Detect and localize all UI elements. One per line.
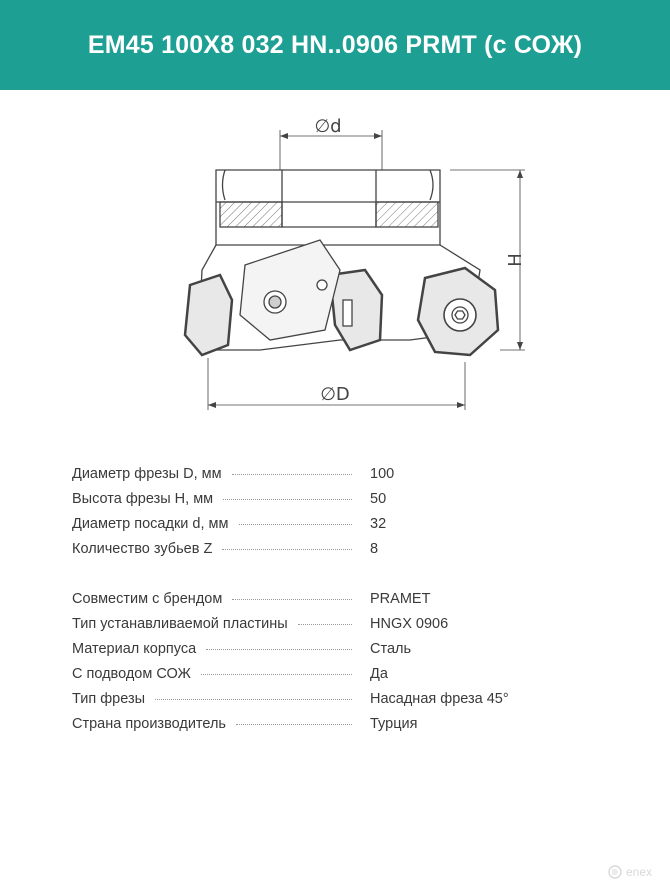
spec-label: Высота фрезы H, мм [72,491,214,507]
spec-label: Совместим с брендом [72,591,223,607]
cutter-drawing [150,100,550,430]
spec-row [72,641,592,666]
spec-value: 100 [370,466,395,482]
spec-value: PRAMET [370,591,431,607]
spec-value: HNGX 0906 [370,616,449,632]
spec-row [72,491,592,516]
spec-value: Турция [370,716,418,732]
spec-row [72,591,592,616]
specs-main [72,466,592,566]
dim-D-label: ∅D [320,384,350,405]
watermark-text: enex [625,865,652,879]
spec-label: Тип устанавливаемой пластины [72,616,288,632]
spec-row [72,516,592,541]
specs-extra [72,591,592,741]
spec-value: Насадная фреза 45° [370,691,509,707]
enex-logo-icon [608,865,622,879]
spec-label: Диаметр посадки d, мм [72,516,229,532]
spec-value: 32 [370,516,387,532]
watermark [608,865,652,879]
spec-value: 50 [370,491,387,507]
page-title: EM45 100X8 032 HN..0906 PRMT (с СОЖ) [87,30,583,59]
spec-label: Количество зубьев Z [72,541,213,557]
spec-row [72,666,592,691]
spec-value: 8 [370,541,379,557]
spec-label: Страна производитель [72,716,226,732]
spec-row [72,616,592,641]
dim-H-label: H [505,253,526,267]
dim-d-label: ∅d [314,116,342,137]
spec-row [72,541,592,566]
page-header [0,0,670,90]
spec-row [72,466,592,491]
spec-label: Материал корпуса [72,641,197,657]
spec-label: Диаметр фрезы D, мм [72,466,222,482]
spec-row [72,716,592,741]
spec-label: С подводом СОЖ [72,666,191,682]
spec-row [72,691,592,716]
spec-value: Сталь [370,641,412,657]
spec-value: Да [370,666,388,682]
spec-label: Тип фрезы [72,691,146,707]
